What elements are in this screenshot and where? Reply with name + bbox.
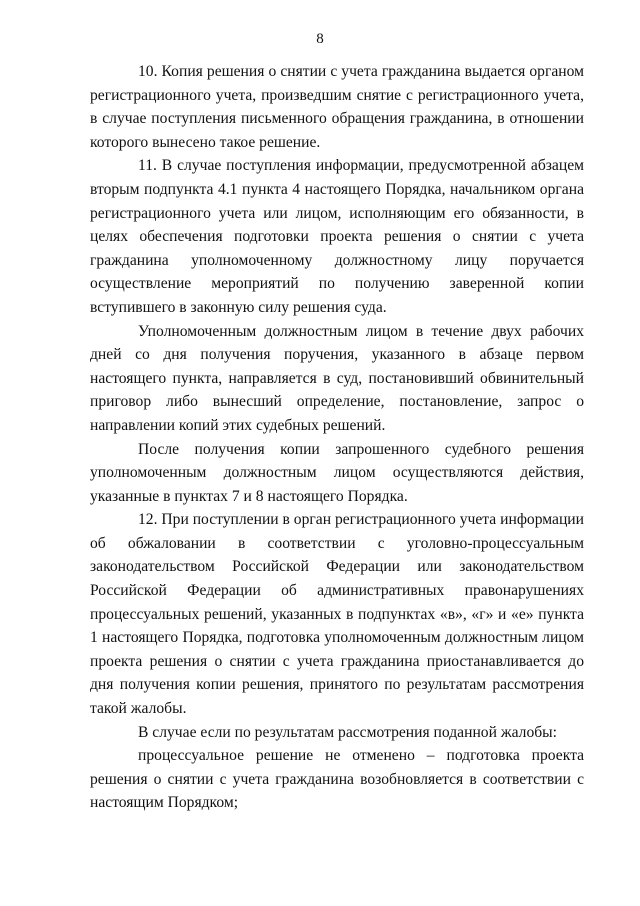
page-number: 8	[316, 31, 324, 47]
paragraph-item-10: 10. Копия решения о снятии с учета гражданина выдается органом регистрационного учета, произведшим снятие с регистрационного учета, в случае поступления письменного обращения гражданина, в отношении которого вынесено такое решение.	[90, 63, 584, 151]
paragraph-item-12: 12. При поступлении в орган регистрационного учета информации об обжаловании в соответствии с уголовно-процессуальным законодательством Российской Федерации или законодательством Российской Федерации об административных правонарушениях процессуальных решений, указанных в подпунктах «в», «г» и «е» пункта 1 настоящего Порядка, подготовка уполномоченным должностным лицом проекта решения о снятии с учета гражданина приостанавливается до дня получения копии решения, принятого по результатам рассмотрения такой жалобы.	[90, 511, 584, 718]
document-body	[90, 60, 584, 815]
paragraph-12-part-3: процессуальное решение не отменено – подготовка проекта решения о снятии с учета гражданина возобновляется в соответствии с настоящим Порядком;	[90, 747, 584, 812]
paragraph-11-part-3: После получения копии запрошенного судебного решения уполномоченным должностным лицом осуществляются действия, указанные в пунктах 7 и 8 настоящего Порядка.	[90, 440, 584, 505]
paragraph-11-part-2: Уполномоченным должностным лицом в течение двух рабочих дней со дня получения поручения, указанного в абзаце первом настоящего пункта, направляется в суд, постановивший обвинительный приговор либо вынесший определение, постановление, запрос о направлении копий этих судебных решений.	[90, 322, 584, 434]
paragraph-12-part-2: В случае если по результатам рассмотрения поданной жалобы:	[138, 723, 557, 741]
paragraph-item-11: 11. В случае поступления информации, предусмотренной абзацем вторым подпункта 4.1 пункта 4 настоящего Порядка, начальником органа регистрационного учета или лицом, исполняющим его обязанности, в целях обеспечения подготовки проекта решения о снятии с учета гражданина уполномоченному должностному лицу поручается осуществление мероприятий по получению заверенной копии вступившего в законную силу решения суда.	[90, 157, 584, 316]
